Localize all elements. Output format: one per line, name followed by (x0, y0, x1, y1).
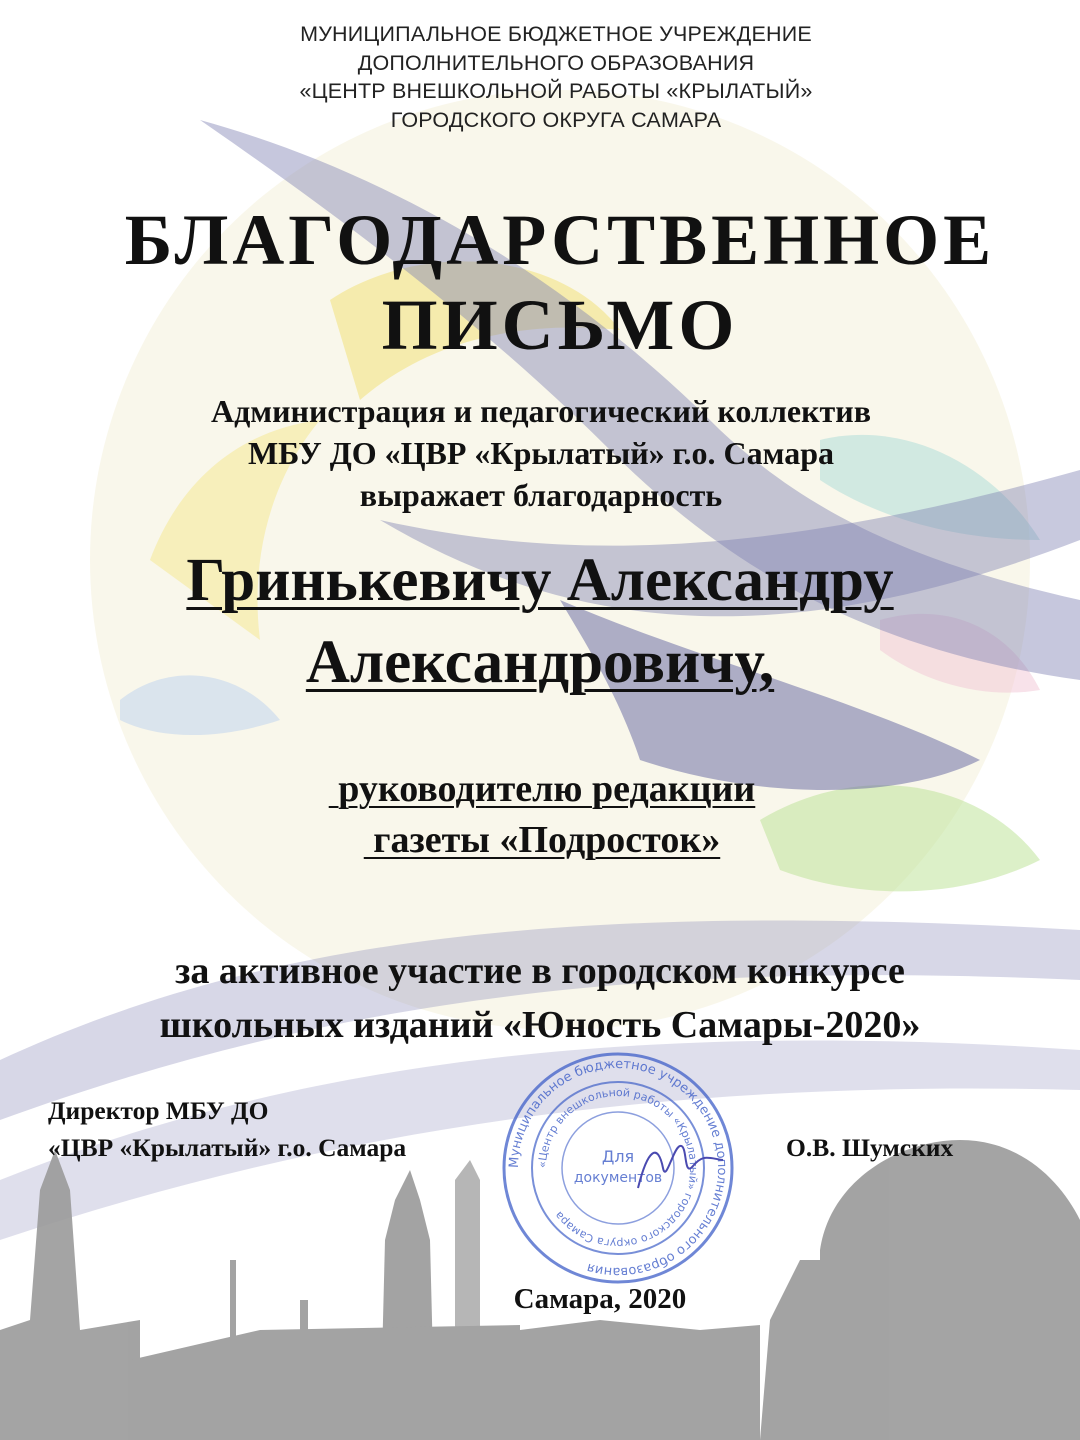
role-text-2: газеты «Подросток» (363, 819, 721, 861)
intro-line-3: выражает благодарность (359, 477, 723, 513)
recipient-role (0, 764, 1080, 866)
header-line-1: МУНИЦИПАЛЬНОЕ БЮДЖЕТНОЕ УЧРЕЖДЕНИЕ (300, 22, 812, 46)
recipient-name-text-1: Гринькевичу Александру (186, 547, 894, 614)
header-line-3: «ЦЕНТР ВНЕШКОЛЬНОЙ РАБОТЫ «КРЫЛАТЫЙ» (299, 79, 813, 103)
signatory-position-line-1: Директор МБУ ДО (48, 1096, 269, 1125)
intro-text (0, 390, 1080, 516)
signatory-name: О.В. Шумских (786, 1133, 954, 1162)
place-and-date: Самара, 2020 (513, 1283, 687, 1315)
recipient-name-line-1 (0, 548, 1080, 614)
header-line-4: ГОРОДСКОГО ОКРУГА САМАРА (390, 107, 722, 132)
intro-line-2: МБУ ДО «ЦВР «Крылатый» г.о. Самара (247, 435, 835, 471)
recipient-name-line-2 (0, 630, 1080, 696)
svg-text:«Центр внешкольной работы «Кры: «Центр внешкольной работы «Крылатый» городского округа Самара (535, 1085, 701, 1251)
role-line-2 (0, 815, 1080, 866)
institution-header (0, 20, 1080, 134)
header-line-2: ДОПОЛНИТЕЛЬНОГО ОБРАЗОВАНИЯ (357, 50, 755, 75)
role-line-1 (0, 764, 1080, 815)
recipient-name-text-2: Александровичу, (305, 629, 775, 696)
svg-text:документов: документов (573, 1170, 663, 1186)
reason-text (0, 944, 1080, 1052)
reason-line-1: за активное участие в городском конкурсе (175, 950, 905, 992)
reason-line-2: школьных изданий «Юность Самары-2020» (159, 1004, 921, 1046)
document-title-line-1: БЛАГОДАРСТВЕННОЕ (124, 200, 996, 280)
signatory-position-line-2: «ЦВР «Крылатый» г.о. Самара (48, 1133, 407, 1162)
document-title-line-2: ПИСЬМО (381, 285, 739, 365)
svg-text:Для: Для (601, 1147, 635, 1166)
role-text-1: руководителю редакции (328, 768, 756, 810)
svg-text:Муниципальное бюджетное учрежд: Муниципальное бюджетное учреждение дополнительного образования (506, 1056, 730, 1280)
intro-line-1: Администрация и педагогический коллектив (211, 393, 871, 429)
